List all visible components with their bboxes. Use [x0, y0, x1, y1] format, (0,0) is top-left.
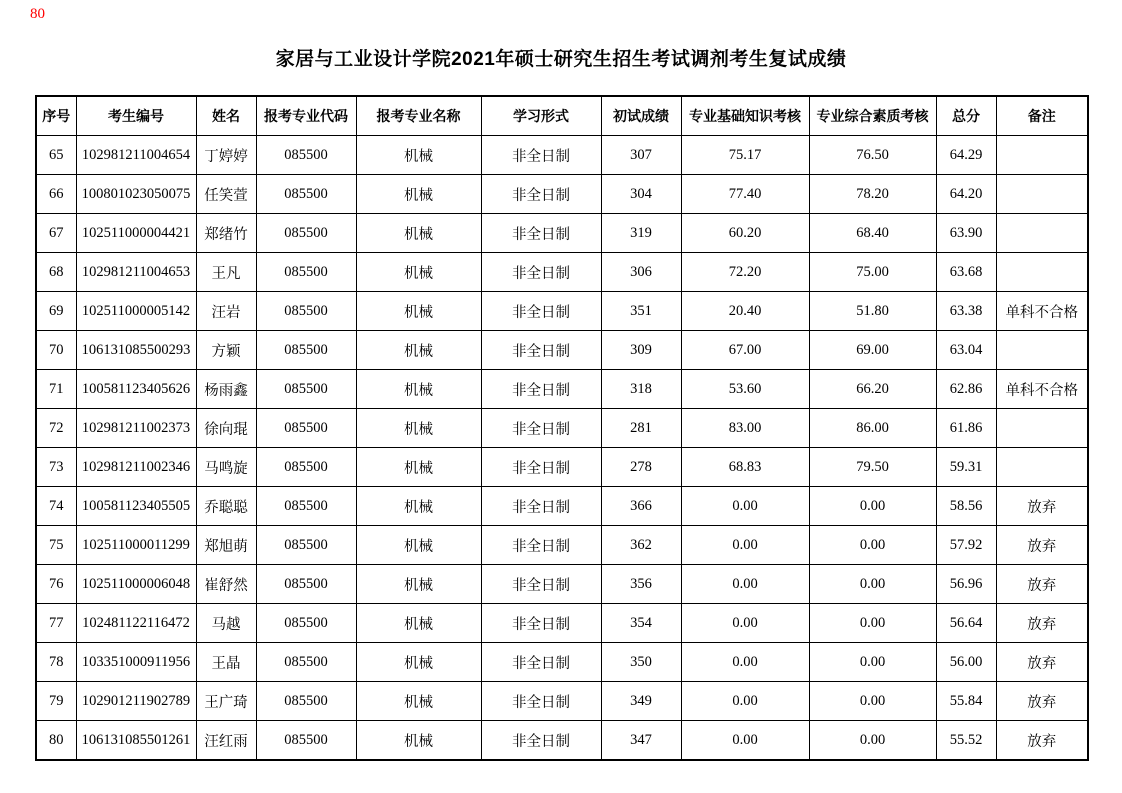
score-table-head — [36, 96, 1088, 136]
table-cell: 72 — [36, 409, 76, 448]
table-cell: 非全日制 — [481, 565, 601, 604]
table-cell: 65 — [36, 136, 76, 175]
table-cell: 356 — [601, 565, 681, 604]
table-cell: 278 — [601, 448, 681, 487]
table-cell: 67.00 — [681, 331, 809, 370]
table-cell: 非全日制 — [481, 682, 601, 721]
table-cell: 085500 — [256, 136, 356, 175]
table-cell: 放弃 — [996, 682, 1088, 721]
table-cell: 0.00 — [809, 604, 936, 643]
column-header: 报考专业名称 — [356, 96, 481, 136]
table-cell: 机械 — [356, 175, 481, 214]
table-cell: 61.86 — [936, 409, 996, 448]
table-cell: 106131085501261 — [76, 721, 196, 761]
table-cell — [996, 136, 1088, 175]
table-cell: 83.00 — [681, 409, 809, 448]
table-cell: 放弃 — [996, 721, 1088, 761]
table-cell: 单科不合格 — [996, 292, 1088, 331]
table-cell: 放弃 — [996, 643, 1088, 682]
table-cell: 085500 — [256, 643, 356, 682]
table-cell: 106131085500293 — [76, 331, 196, 370]
column-header: 考生编号 — [76, 96, 196, 136]
table-cell: 59.31 — [936, 448, 996, 487]
table-cell: 71 — [36, 370, 76, 409]
table-cell: 70 — [36, 331, 76, 370]
table-cell: 56.00 — [936, 643, 996, 682]
table-cell: 69 — [36, 292, 76, 331]
table-cell: 102511000011299 — [76, 526, 196, 565]
table-cell: 非全日制 — [481, 409, 601, 448]
table-cell: 69.00 — [809, 331, 936, 370]
column-header: 报考专业代码 — [256, 96, 356, 136]
table-cell: 67 — [36, 214, 76, 253]
score-table — [35, 95, 1089, 761]
table-cell: 085500 — [256, 175, 356, 214]
table-cell: 63.90 — [936, 214, 996, 253]
table-cell: 68.40 — [809, 214, 936, 253]
table-row — [36, 721, 1088, 761]
table-cell: 机械 — [356, 448, 481, 487]
table-cell: 102981211002373 — [76, 409, 196, 448]
table-cell: 非全日制 — [481, 136, 601, 175]
table-cell: 347 — [601, 721, 681, 761]
table-cell: 281 — [601, 409, 681, 448]
table-cell: 354 — [601, 604, 681, 643]
table-cell: 0.00 — [681, 604, 809, 643]
table-cell: 100581123405626 — [76, 370, 196, 409]
table-cell: 102981211002346 — [76, 448, 196, 487]
table-cell: 102981211004654 — [76, 136, 196, 175]
table-row — [36, 370, 1088, 409]
table-cell: 机械 — [356, 604, 481, 643]
table-cell: 杨雨鑫 — [196, 370, 256, 409]
table-cell: 60.20 — [681, 214, 809, 253]
table-cell: 机械 — [356, 253, 481, 292]
table-cell: 362 — [601, 526, 681, 565]
table-cell: 75 — [36, 526, 76, 565]
table-cell: 68.83 — [681, 448, 809, 487]
table-cell: 309 — [601, 331, 681, 370]
table-cell: 74 — [36, 487, 76, 526]
table-cell: 机械 — [356, 643, 481, 682]
table-cell: 102511000006048 — [76, 565, 196, 604]
table-cell: 放弃 — [996, 604, 1088, 643]
table-cell: 非全日制 — [481, 526, 601, 565]
table-cell: 78 — [36, 643, 76, 682]
table-cell: 100801023050075 — [76, 175, 196, 214]
table-cell: 乔聪聪 — [196, 487, 256, 526]
table-cell: 非全日制 — [481, 487, 601, 526]
table-cell: 64.20 — [936, 175, 996, 214]
page-number-marker: 80 — [30, 6, 45, 22]
column-header: 序号 — [36, 96, 76, 136]
table-cell: 72.20 — [681, 253, 809, 292]
table-cell: 机械 — [356, 487, 481, 526]
page-title: 家居与工业设计学院2021年硕士研究生招生考试调剂考生复试成绩 — [275, 49, 847, 70]
table-row — [36, 565, 1088, 604]
table-cell: 郑旭萌 — [196, 526, 256, 565]
table-cell: 0.00 — [809, 643, 936, 682]
table-cell: 非全日制 — [481, 370, 601, 409]
table-cell: 62.86 — [936, 370, 996, 409]
table-cell: 非全日制 — [481, 721, 601, 761]
table-cell: 机械 — [356, 214, 481, 253]
table-cell: 0.00 — [809, 721, 936, 761]
table-cell: 80 — [36, 721, 76, 761]
table-cell: 085500 — [256, 448, 356, 487]
table-cell: 085500 — [256, 214, 356, 253]
table-cell: 崔舒然 — [196, 565, 256, 604]
table-cell: 75.00 — [809, 253, 936, 292]
table-cell: 56.64 — [936, 604, 996, 643]
table-cell: 349 — [601, 682, 681, 721]
column-header: 总分 — [936, 96, 996, 136]
table-cell: 085500 — [256, 604, 356, 643]
table-cell: 非全日制 — [481, 214, 601, 253]
table-cell: 085500 — [256, 565, 356, 604]
table-cell: 085500 — [256, 487, 356, 526]
table-cell: 57.92 — [936, 526, 996, 565]
table-cell — [996, 175, 1088, 214]
table-row — [36, 526, 1088, 565]
table-cell: 51.80 — [809, 292, 936, 331]
table-cell: 0.00 — [681, 565, 809, 604]
table-cell: 汪岩 — [196, 292, 256, 331]
table-cell: 79.50 — [809, 448, 936, 487]
column-header: 姓名 — [196, 96, 256, 136]
table-cell: 102981211004653 — [76, 253, 196, 292]
table-cell: 20.40 — [681, 292, 809, 331]
table-row — [36, 448, 1088, 487]
table-cell: 0.00 — [681, 721, 809, 761]
table-cell: 76.50 — [809, 136, 936, 175]
table-cell: 319 — [601, 214, 681, 253]
table-cell: 非全日制 — [481, 643, 601, 682]
table-cell: 机械 — [356, 526, 481, 565]
table-cell: 366 — [601, 487, 681, 526]
column-header: 学习形式 — [481, 96, 601, 136]
table-cell: 085500 — [256, 526, 356, 565]
table-cell: 55.52 — [936, 721, 996, 761]
table-row — [36, 487, 1088, 526]
table-cell: 任笑萱 — [196, 175, 256, 214]
table-cell: 085500 — [256, 253, 356, 292]
table-cell: 马越 — [196, 604, 256, 643]
table-cell: 机械 — [356, 331, 481, 370]
table-row — [36, 331, 1088, 370]
score-table-body — [36, 136, 1088, 761]
table-cell — [996, 331, 1088, 370]
table-cell: 100581123405505 — [76, 487, 196, 526]
table-cell: 0.00 — [809, 682, 936, 721]
table-cell: 单科不合格 — [996, 370, 1088, 409]
table-cell: 汪红雨 — [196, 721, 256, 761]
table-cell: 机械 — [356, 682, 481, 721]
table-cell: 王凡 — [196, 253, 256, 292]
table-cell: 0.00 — [681, 526, 809, 565]
table-cell: 郑绪竹 — [196, 214, 256, 253]
column-header: 专业基础知识考核 — [681, 96, 809, 136]
table-row — [36, 253, 1088, 292]
table-cell: 非全日制 — [481, 604, 601, 643]
table-cell: 102511000004421 — [76, 214, 196, 253]
table-row — [36, 409, 1088, 448]
table-cell: 放弃 — [996, 565, 1088, 604]
table-cell: 方颖 — [196, 331, 256, 370]
table-cell: 73 — [36, 448, 76, 487]
table-cell: 66 — [36, 175, 76, 214]
table-cell: 0.00 — [809, 526, 936, 565]
table-row — [36, 214, 1088, 253]
table-cell: 304 — [601, 175, 681, 214]
table-cell: 318 — [601, 370, 681, 409]
table-cell: 085500 — [256, 292, 356, 331]
table-row — [36, 643, 1088, 682]
table-cell: 53.60 — [681, 370, 809, 409]
table-row — [36, 682, 1088, 721]
table-cell: 非全日制 — [481, 292, 601, 331]
table-cell: 王广琦 — [196, 682, 256, 721]
table-cell: 102481122116472 — [76, 604, 196, 643]
table-cell — [996, 448, 1088, 487]
table-cell: 79 — [36, 682, 76, 721]
table-cell: 63.68 — [936, 253, 996, 292]
table-cell: 68 — [36, 253, 76, 292]
table-row — [36, 136, 1088, 175]
table-cell: 非全日制 — [481, 331, 601, 370]
table-cell: 徐向琨 — [196, 409, 256, 448]
table-cell: 085500 — [256, 682, 356, 721]
table-cell: 63.38 — [936, 292, 996, 331]
table-cell: 机械 — [356, 136, 481, 175]
table-cell — [996, 409, 1088, 448]
score-table-container — [35, 95, 1087, 761]
table-cell — [996, 253, 1088, 292]
column-header: 专业综合素质考核 — [809, 96, 936, 136]
table-cell: 机械 — [356, 721, 481, 761]
table-cell: 放弃 — [996, 526, 1088, 565]
table-cell: 085500 — [256, 721, 356, 761]
table-cell: 王晶 — [196, 643, 256, 682]
table-cell: 351 — [601, 292, 681, 331]
table-cell: 丁婷婷 — [196, 136, 256, 175]
table-cell: 085500 — [256, 370, 356, 409]
table-cell: 102511000005142 — [76, 292, 196, 331]
table-cell: 306 — [601, 253, 681, 292]
table-cell: 77.40 — [681, 175, 809, 214]
table-cell: 非全日制 — [481, 448, 601, 487]
table-cell: 0.00 — [809, 487, 936, 526]
table-cell: 350 — [601, 643, 681, 682]
table-cell: 0.00 — [681, 682, 809, 721]
table-row — [36, 604, 1088, 643]
table-cell: 马鸣旋 — [196, 448, 256, 487]
table-cell: 非全日制 — [481, 253, 601, 292]
table-cell: 86.00 — [809, 409, 936, 448]
table-cell: 0.00 — [809, 565, 936, 604]
table-cell: 0.00 — [681, 643, 809, 682]
table-cell: 56.96 — [936, 565, 996, 604]
table-cell: 63.04 — [936, 331, 996, 370]
table-cell: 非全日制 — [481, 175, 601, 214]
table-cell: 085500 — [256, 331, 356, 370]
table-cell: 58.56 — [936, 487, 996, 526]
table-cell: 103351000911956 — [76, 643, 196, 682]
column-header: 备注 — [996, 96, 1088, 136]
table-cell: 66.20 — [809, 370, 936, 409]
table-cell: 77 — [36, 604, 76, 643]
column-header: 初试成绩 — [601, 96, 681, 136]
table-cell: 机械 — [356, 370, 481, 409]
table-cell: 机械 — [356, 565, 481, 604]
table-row — [36, 292, 1088, 331]
table-cell: 102901211902789 — [76, 682, 196, 721]
table-row — [36, 175, 1088, 214]
table-cell — [996, 214, 1088, 253]
table-cell: 75.17 — [681, 136, 809, 175]
header-row — [36, 96, 1088, 136]
table-cell: 0.00 — [681, 487, 809, 526]
table-cell: 307 — [601, 136, 681, 175]
table-cell: 64.29 — [936, 136, 996, 175]
table-cell: 机械 — [356, 409, 481, 448]
table-cell: 55.84 — [936, 682, 996, 721]
table-cell: 085500 — [256, 409, 356, 448]
table-cell: 机械 — [356, 292, 481, 331]
table-cell: 78.20 — [809, 175, 936, 214]
table-cell: 放弃 — [996, 487, 1088, 526]
table-cell: 76 — [36, 565, 76, 604]
